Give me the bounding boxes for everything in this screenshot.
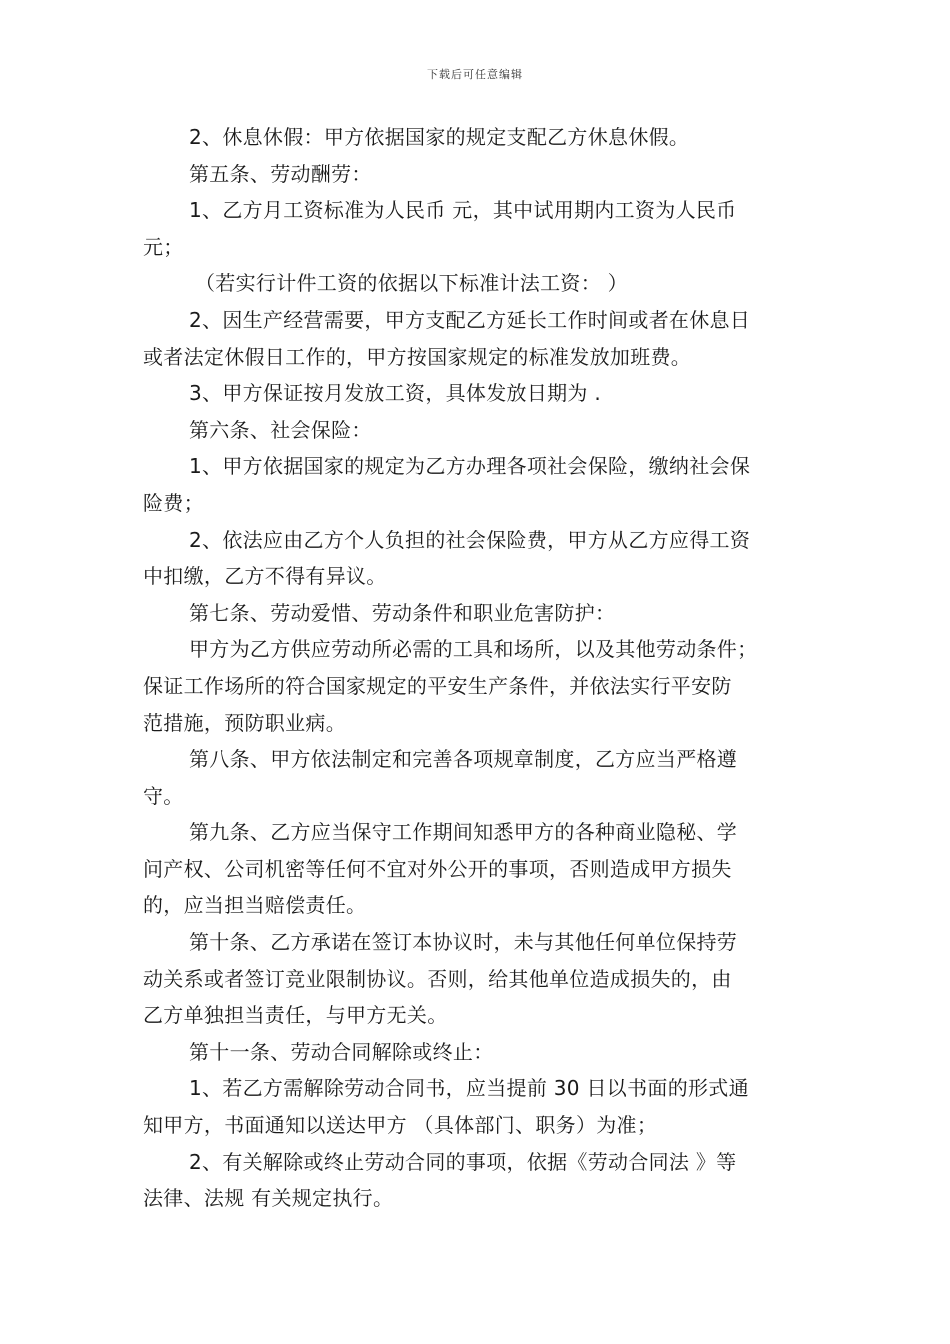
text-line: 2、有关解除或终止劳动合同的事项，依据《劳动合同法 》等 bbox=[189, 1149, 737, 1174]
text-line: 问产权、公司机密等任何不宜对外公开的事项，否则造成甲方损失 bbox=[143, 856, 732, 881]
text-line: 第十一条、劳动合同解除或终止： bbox=[189, 1039, 494, 1064]
text-line: 第七条、劳动爱惜、劳动条件和职业危害防护： bbox=[189, 600, 616, 625]
text-line: 第八条、甲方依法制定和完善各项规章制度，乙方应当严格遵 bbox=[189, 747, 738, 772]
text-line: 2、因生产经营需要，甲方支配乙方延长工作时间或者在休息日 bbox=[189, 307, 751, 332]
text-line: 2、休息休假：甲方依据国家的规定支配乙方休息休假。 bbox=[189, 125, 690, 149]
text-line: 中扣缴，乙方不得有异议。 bbox=[143, 564, 387, 589]
text-line: 2、依法应由乙方个人负担的社会保险费，甲方从乙方应得工资 bbox=[189, 527, 751, 552]
text-line: 3、甲方保证按月发放工资，具体发放日期为 . bbox=[189, 381, 602, 406]
text-line: 保证工作场所的符合国家规定的平安生产条件，并依法实行平安防 bbox=[143, 673, 732, 698]
text-line: 险费； bbox=[143, 490, 204, 515]
text-line: 第五条、劳动酬劳： bbox=[189, 161, 372, 186]
text-line: 第九条、乙方应当保守工作期间知悉甲方的各种商业隐秘、学 bbox=[189, 820, 738, 845]
text-line: 范措施，预防职业病。 bbox=[143, 710, 346, 735]
text-line: （若实行计件工资的依据以下标准计法工资： ） bbox=[195, 271, 628, 296]
text-line: 的，应当担当赔偿责任。 bbox=[143, 893, 367, 918]
text-line: 第六条、社会保险： bbox=[189, 417, 372, 442]
document-body bbox=[143, 119, 811, 1217]
page-header: 下载后可任意编辑 bbox=[427, 68, 523, 81]
text-line: 乙方单独担当责任，与甲方无关。 bbox=[143, 1003, 448, 1028]
text-line: 或者法定休假日工作的，甲方按国家规定的标准发放加班费。 bbox=[143, 344, 692, 369]
text-line: 法律、法规 有关规定执行。 bbox=[143, 1186, 394, 1211]
text-line: 1、若乙方需解除劳动合同书，应当提前 30 日以书面的形式通 bbox=[189, 1076, 749, 1101]
text-line: 元； bbox=[143, 234, 184, 259]
text-line: 甲方为乙方供应劳动所必需的工具和场所，以及其他劳动条件； bbox=[189, 637, 758, 662]
text-line: 守。 bbox=[143, 783, 184, 808]
text-line: 第十条、乙方承诺在签订本协议时，未与其他任何单位保持劳 bbox=[189, 930, 738, 955]
text-line: 1、甲方依据国家的规定为乙方办理各项社会保险，缴纳社会保 bbox=[189, 454, 751, 479]
text-line: 1、乙方月工资标准为人民币 元，其中试用期内工资为人民币 bbox=[189, 198, 737, 223]
text-line: 动关系或者签订竞业限制协议。否则，给其他单位造成损失的，由 bbox=[143, 966, 732, 991]
text-line: 知甲方，书面通知以送达甲方 （具体部门、职务）为准； bbox=[143, 1113, 658, 1138]
